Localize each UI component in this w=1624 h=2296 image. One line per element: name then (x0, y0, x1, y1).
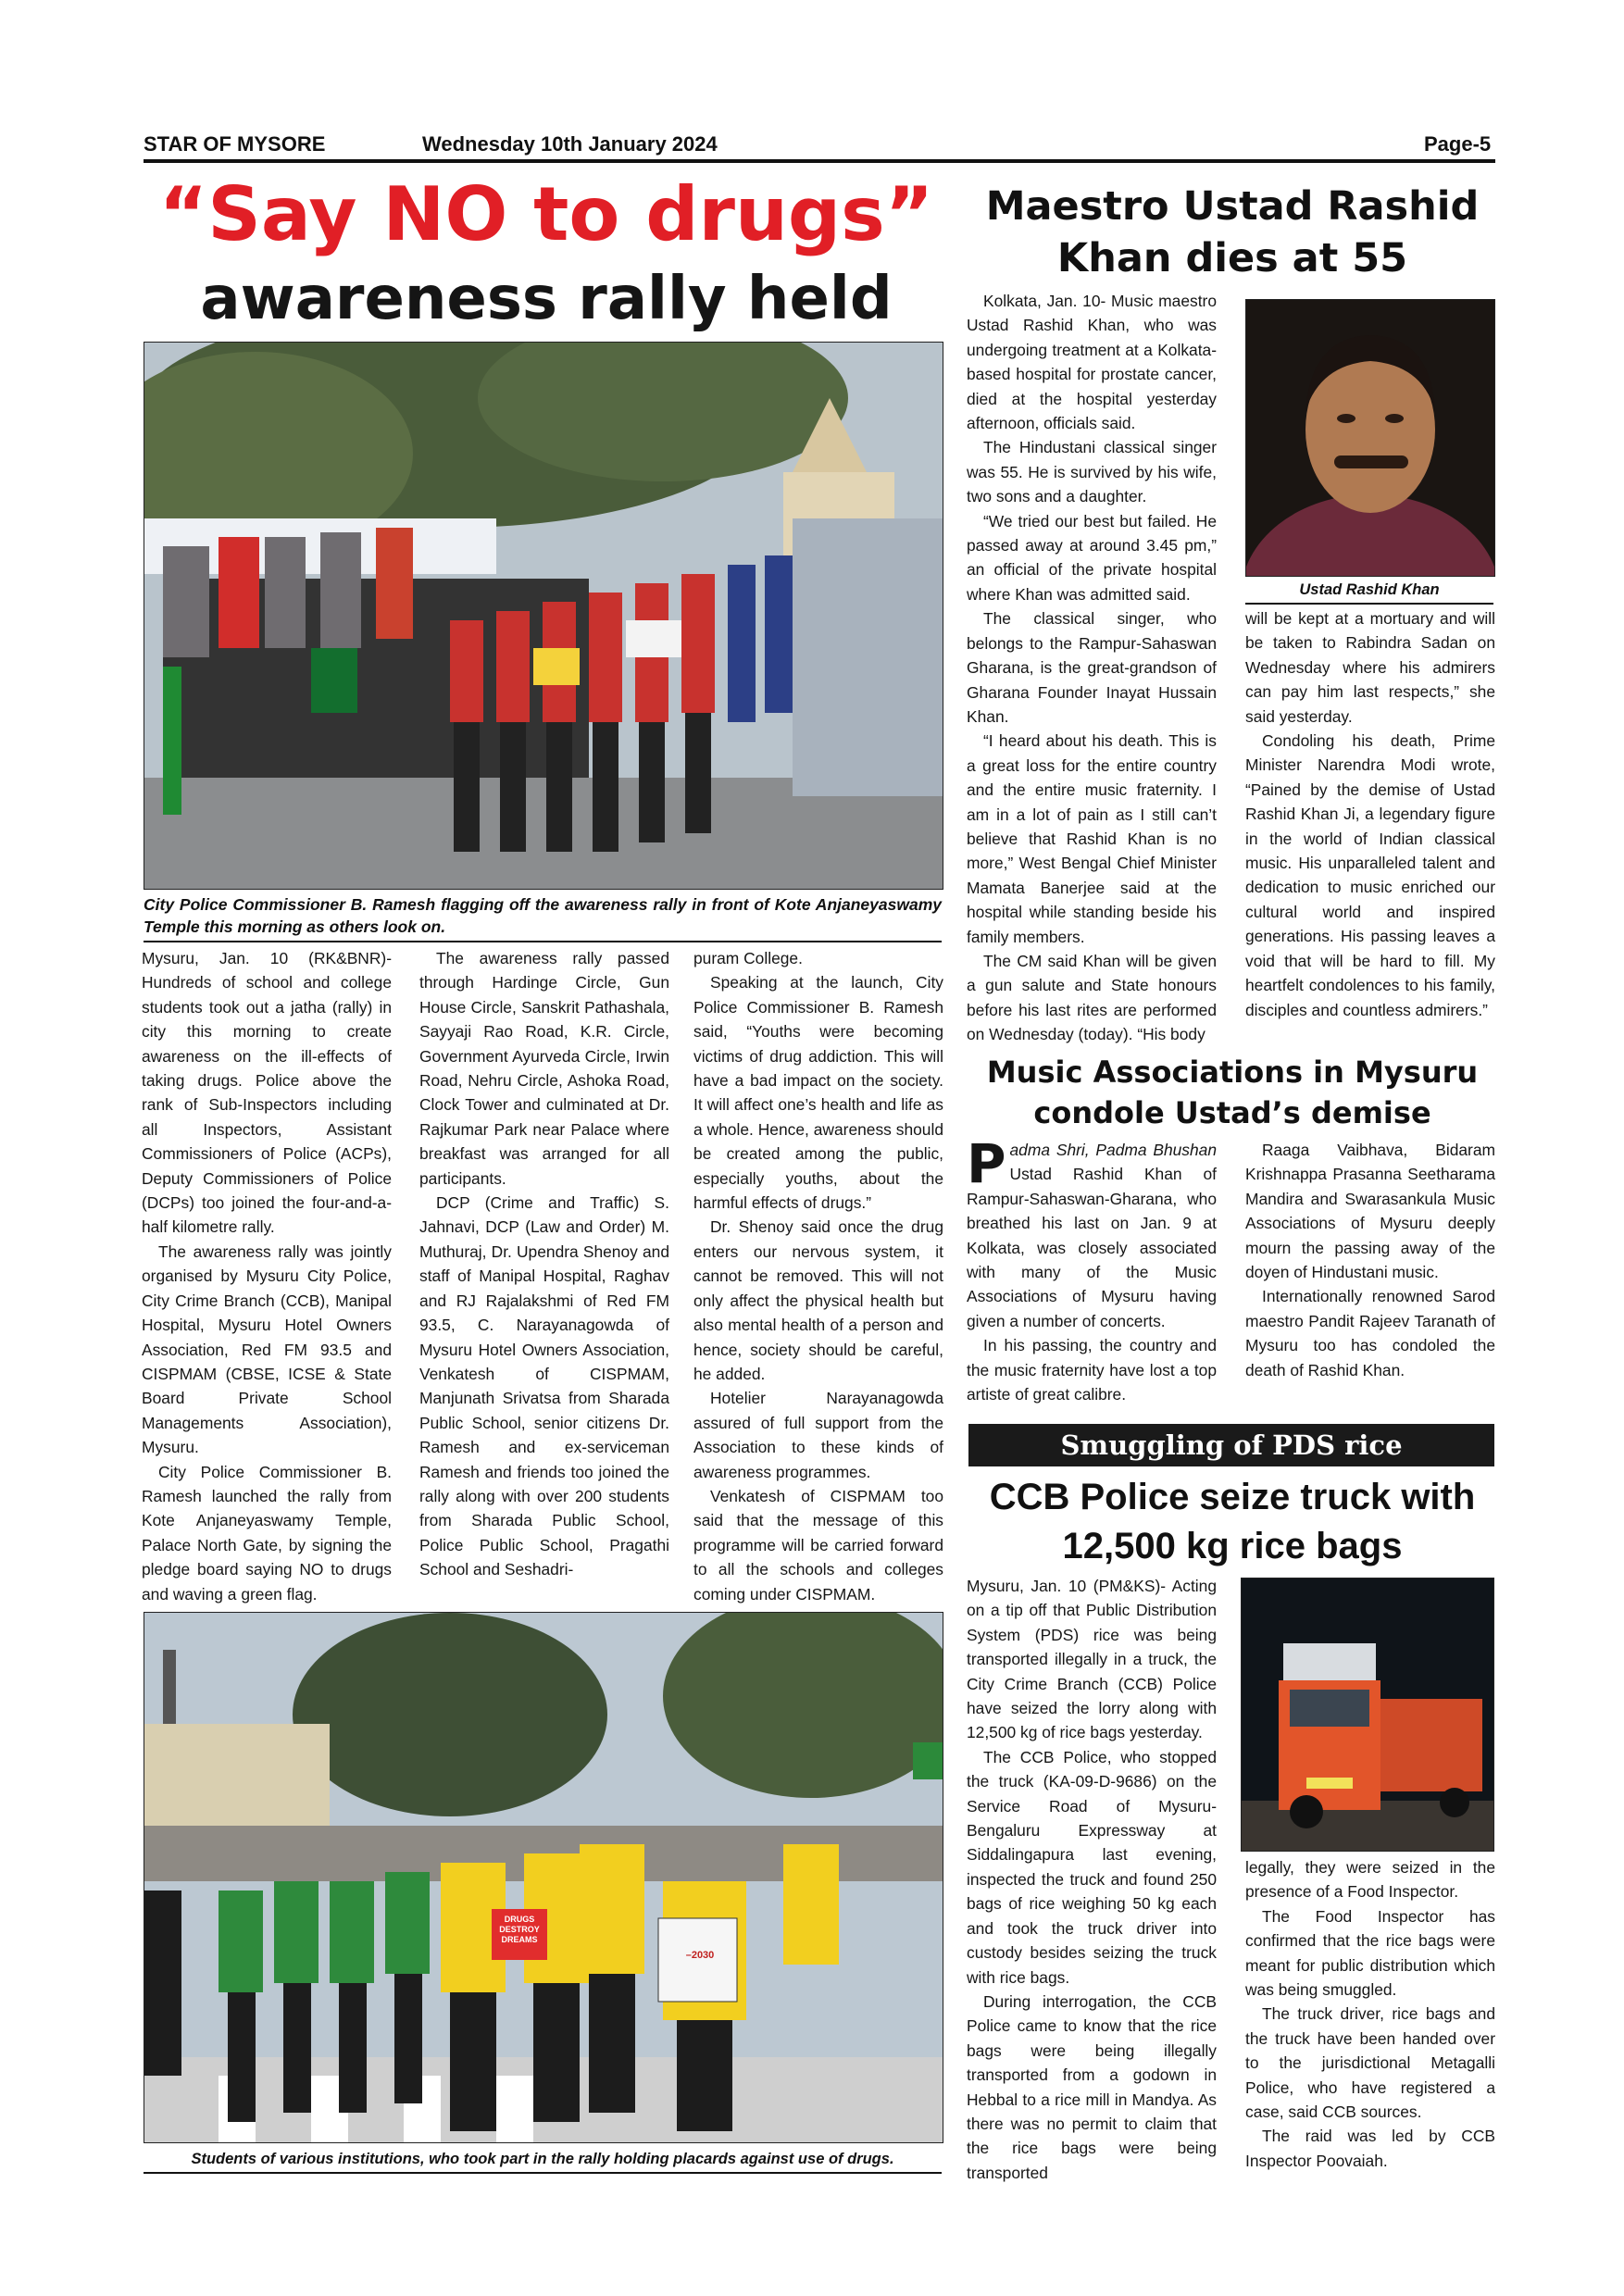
paragraph (967, 1132, 1217, 1333)
paragraph: Kolkata, Jan. 10- Music maestro Ustad Rashid Khan, who was undergoing treatment at a Kolkata-based hospital for prostate cancer, died at the hospital yesterday afternoon, officials said. (967, 292, 1217, 433)
rally-photo-caption: City Police Commissioner B. Ramesh flagging off the awareness rally in front of Kote Anjaneyaswamy Temple this morning as others look on. (144, 895, 942, 936)
paragraph: Condoling his death, Prime Minister Narendra Modi wrote, “Pained by the demise of Ustad Rashid Khan Ji, a legendary figure in the world of Indian classical music. His unparalleled talent and dedication to music enriched our cultural world and inspired generations. His passing leaves a void that will be hard to fill. My heartfelt condolences to his family, disciples and countless admirers.” (1245, 731, 1495, 1019)
paragraph: Hotelier Narayanagowda assured of full support from the Association to these kinds of awareness programmes. (693, 1389, 943, 1481)
paragraph: During interrogation, the CCB Police came to know that the rice bags were being illegally transported from a godown in Hebbal to a rice mill in Mandya. As there was no permit to claim that the rice bags were being transported (967, 1991, 1217, 2182)
rashid-headline-line1: Maestro Ustad Rashid (985, 183, 1480, 230)
rally-column-1 (142, 946, 392, 1606)
rashid-photo-caption: Ustad Rashid Khan (1299, 581, 1440, 598)
paragraph: In his passing, the country and the music fraternity have lost a top artiste of great calibre. (967, 1336, 1217, 1404)
caption-rule (144, 941, 942, 942)
paragraph: The truck driver, rice bags and the truck have been handed over to the jurisdictional Metagalli Police, who have registered a case, said CCB sources. (1245, 2004, 1495, 2122)
rice-right-column (1245, 1855, 1495, 2173)
rally-headline-line1: “Say NO to drugs” (158, 171, 934, 257)
rally-column-2 (419, 946, 669, 1582)
paragraph: Mysuru, Jan. 10 (RK&BNR)- Hundreds of school and college students took out a jatha (rally) in city this morning to create awareness on the ill-effects of taking drugs. Police above the rank of Sub-Inspectors including all Inspectors, Assistant Commissioners of Police (ACPs), Deputy Commissioners of Police (DCPs) too joined the four-and-a-half kilometre rally. (142, 949, 392, 1237)
rashid-caption-rule (1245, 603, 1493, 605)
seized-truck-photo (1241, 1578, 1494, 1852)
rashid-right-column (1245, 606, 1495, 1022)
rashid-left-column (967, 289, 1217, 1047)
lead-rest: Ustad Rashid Khan of Rampur-Sahaswan-Gharana, who breathed his last on Jan. 9 at Kolkata, was closely associated with many of the Music Associations of Mysuru having given a number of concerts. (967, 1165, 1217, 1330)
paragraph: The Food Inspector has confirmed that the rice bags were meant for public distribution which was being smuggled. (1245, 1906, 1495, 2000)
paragraph: Speaking at the launch, City Police Commissioner B. Ramesh said, “Youths were becoming victims of drug addiction. This will have a bad impact on the society. It will affect one’s health and life as a whole. Hence, awareness should be created among the public, especially youths, about the harmful effects of drugs.” (693, 973, 943, 1213)
students-rally-photo (144, 1612, 943, 2143)
paragraph: The Hindustani classical singer was 55. He is survived by his wife, two sons and a daughter. (967, 438, 1217, 506)
paragraph: The classical singer, who belongs to the Rampur-Sahaswan Gharana, is the great-grandson of Gharana Founder Inayat Hussain Khan. (967, 609, 1217, 726)
bottom-caption-rule (144, 2172, 942, 2174)
paragraph: DCP (Crime and Traffic) S. Jahnavi, DCP (Law and Order) M. Muthuraj, Dr. Upendra Shenoy and staff of Manipal Hospital, Raghav and RJ Rajalakshmi of Red FM 93.5, C. Narayanagowda of Mysuru Hotel Owners Association, Venkatesh of CISPMAM, Manjunath Srivatsa from Sharada Public School, senior citizens Dr. Ramesh and ex-serviceman Ramesh and friends too joined the rally along with over 200 students from Sharada Public School, Police Public School, Pragathi School and Seshadri- (419, 1193, 669, 1579)
paragraph: The awareness rally passed through Hardinge Circle, Gun House Circle, Sanskrit Pathashala, Sayyaji Rao Road, K.R. Circle, Government Ayurveda Circle, Irwin Road, Nehru Circle, Ashoka Road, Clock Tower and culminated at Dr. Rajkumar Park near Palace where breakfast was arranged for all participants. (419, 949, 669, 1188)
paragraph: Dr. Shenoy said once the drug enters our nervous system, it cannot be removed. This will not only affect the physical health but also mental health of a person and hence, society should be careful, he added. (693, 1217, 943, 1383)
paragraph: “We tried our best but failed. He passed away at around 3.45 pm,” an official of the private hospital where Khan was admitted said. (967, 511, 1217, 604)
music-headline-line2: condole Ustad’s demise (1033, 1095, 1431, 1130)
rice-headline-line2: 12,500 kg rice bags (1062, 1526, 1403, 1566)
placard-drugs-destroy-dreams: DRUGS DESTROY DREAMS (499, 1915, 540, 1944)
paper-name: STAR OF MYSORE (144, 132, 326, 156)
music-right-column (1245, 1138, 1495, 1382)
issue-date: Wednesday 10th January 2024 (422, 132, 718, 156)
paragraph: Mysuru, Jan. 10 (PM&KS)- Acting on a tip off that Public Distribution System (PDS) rice was being transported illegally in a truck, the City Crime Branch (CCB) Police have seized the lorry along with 12,500 kg of rice bags yesterday. (967, 1577, 1217, 1742)
paragraph: puram College. (693, 949, 803, 967)
masthead-rule (144, 159, 1495, 163)
rice-headline-line1: CCB Police seize truck with (989, 1477, 1476, 1517)
paragraph: The CCB Police, who stopped the truck (KA-09-D-9686) on the Service Road of Mysuru-Bengaluru Expressway at Siddalingapura last evening, inspected the truck and found 250 bags of rice weighing 50 kg each and took the truck driver into custody besides seizing the truck with rice bags. (967, 1747, 1217, 1987)
rice-left-column (967, 1574, 1217, 2185)
page-number: Page-5 (1424, 132, 1492, 156)
paragraph: “I heard about his death. This is a great loss for the entire country and the entire music fraternity. I am in a lot of pain as I still can’t believe that Rashid Khan is no more,” West Bengal Chief Minister Mamata Banerjee said at the hospital while standing beside his family members. (967, 731, 1217, 946)
rally-headline-line2: awareness rally held (200, 265, 893, 333)
paragraph: City Police Commissioner B. Ramesh launched the rally from Kote Anjaneyaswamy Temple, Palace North Gate, by signing the pledge board saying NO to drugs and waving a green flag. (142, 1462, 392, 1603)
paragraph: Venkatesh of CISPMAM too said that the message of this programme will be carried forward to all the schools and colleges coming under CISPMAM. (693, 1486, 943, 1603)
paragraph: The raid was led by CCB Inspector Poovaiah. (1245, 2127, 1495, 2170)
rashid-headline-line2: Khan dies at 55 (1056, 235, 1408, 281)
placard-2030: –2030 (685, 1950, 715, 1961)
paragraph: The CM said Khan will be given a gun salute and State honours before his last rites are performed on Wednesday (today). “His body (967, 951, 1217, 1044)
paragraph: legally, they were seized in the presence of a Food Inspector. (1245, 1858, 1495, 1902)
rally-flag-off-photo (144, 342, 943, 890)
paragraph: Raaga Vaibhava, Bidaram Krishnappa Prasanna Seetharama Mandira and Swarasankula Music Associations of Mysuru deeply mourn the passing away of the doyen of Hindustani music. (1245, 1141, 1495, 1282)
students-photo-caption: Students of various institutions, who took part in the rally holding placards against use of drugs. (191, 2151, 894, 2167)
music-headline-line1: Music Associations in Mysuru (986, 1054, 1479, 1090)
music-left-column (967, 1132, 1217, 1406)
paragraph: will be kept at a mortuary and will be taken to Rabindra Sadan on Wednesday where his admirers can pay him last respects,” she said yesterday. (1245, 609, 1495, 726)
dropcap: P (967, 1132, 1006, 1195)
rice-kicker: Smuggling of PDS rice (1060, 1429, 1403, 1461)
rally-column-3 (693, 946, 943, 1606)
paragraph: The awareness rally was jointly organised by Mysuru City Police, City Crime Branch (CCB), Manipal Hospital, Mysuru Hotel Owners Association, Red FM 93.5 and CISPMAM (CBSE, ICSE & State Board Private School Managements Association), Mysuru. (142, 1242, 392, 1457)
lead-italic: adma Shri, Padma Bhushan (1009, 1141, 1217, 1159)
paragraph: Internationally renowned Sarod maestro Pandit Rajeev Taranath of Mysuru too has condoled the death of Rashid Khan. (1245, 1287, 1495, 1379)
rashid-khan-portrait (1245, 299, 1495, 577)
